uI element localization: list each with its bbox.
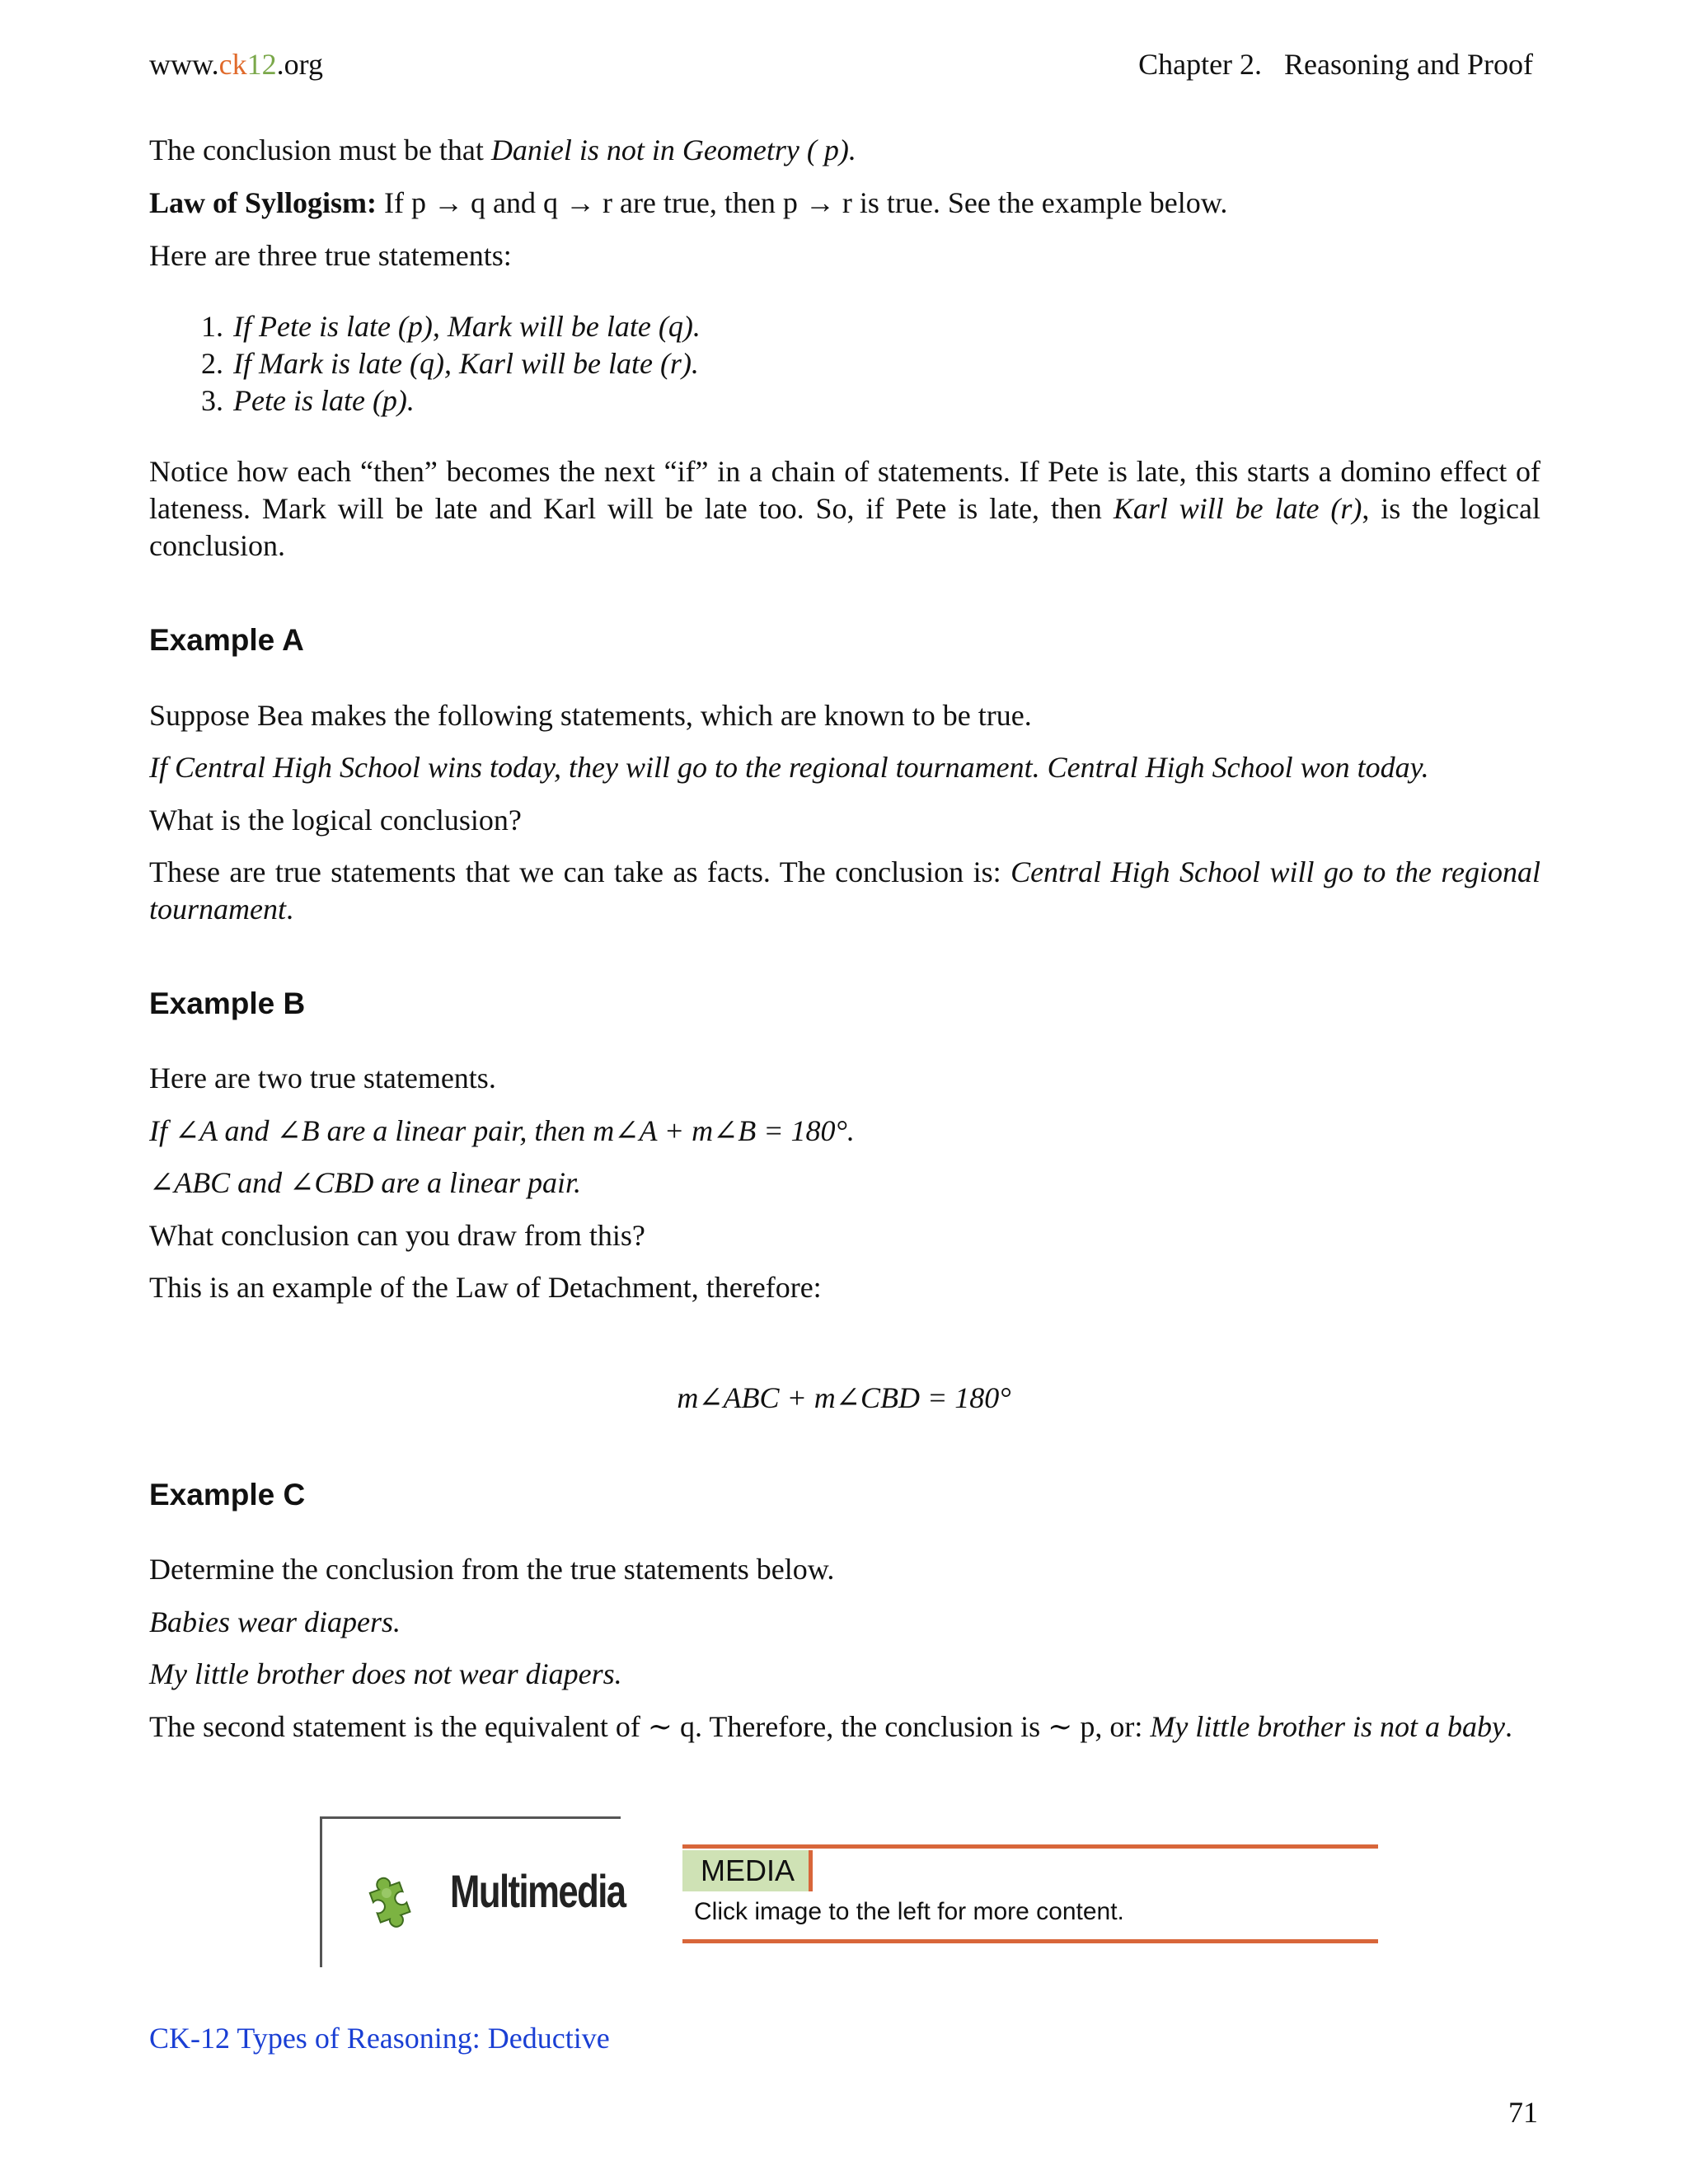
site-url [149,47,323,82]
notice-italic: Karl will be late (r) [1113,492,1362,525]
example-a-p2: If Central High School wins today, they will go to the regional tournament. Central High School won today. [149,751,1429,784]
conclusion-paragraph [149,132,1540,169]
example-c-p4-tail: . [1504,1710,1512,1743]
page-number: 71 [1508,2096,1538,2129]
example-b-p1: Here are two true statements. [149,1062,496,1094]
example-b-equation: m∠ABC + m∠CBD = 180° [677,1381,1011,1414]
example-a-p3: What is the logical conclusion? [149,804,522,837]
example-b-p4: What conclusion can you draw from this? [149,1219,645,1252]
multimedia-thumbnail-label: Multimedia [450,1865,626,1917]
notice-tail: , is the logical conclusion. [149,492,1540,562]
example-b-p3: ∠ABC and ∠CBD are a linear pair. [149,1166,581,1199]
media-caption: Click image to the left for more content. [694,1898,1124,1925]
conclusion-italic: Daniel is not in Geometry ( p). [490,134,856,166]
ck12-deductive-link[interactable]: CK-12 Types of Reasoning: Deductive [149,2022,610,2055]
example-a-p4-lead: These are true statements that we can take as facts. The conclusion is: [149,855,1011,888]
chapter-title: Chapter 2. Reasoning and Proof [1138,48,1533,81]
list-number: 1. [201,310,223,343]
conclusion-lead: The conclusion must be that [149,134,491,166]
law-text: If p → q and q → r are true, then p → r is true. See the example below. [377,186,1228,219]
example-a-p4-tail: . [286,893,293,926]
media-box [682,1844,1378,1943]
law-of-syllogism [149,185,1540,222]
list-text: If Mark is late (q), Karl will be late (r). [233,347,699,380]
list-item [184,382,701,419]
multimedia-thumbnail[interactable] [320,1816,626,1967]
media-label: MEDIA [682,1850,813,1891]
site-url-suffix: .org [276,48,323,81]
example-c-p4-italic: My little brother is not a baby [1150,1710,1505,1743]
notice-paragraph [149,453,1540,565]
puzzle-piece-icon [362,1862,428,1932]
example-b-p2: If ∠A and ∠B are a linear pair, then m∠A + m∠B = 180°. [149,1114,855,1147]
site-url-12: 12 [246,48,277,81]
list-text: Pete is late (p). [233,384,415,417]
list-text: If Pete is late (p), Mark will be late (q). [233,310,701,343]
example-a-heading: Example A [149,623,304,657]
list-item [184,308,701,345]
law-title: Law of Syllogism: [149,186,377,219]
example-c-heading: Example C [149,1478,306,1511]
statement-list [184,308,701,419]
example-c-p4 [149,1708,1540,1746]
site-url-prefix: www. [149,48,219,81]
notice-lead: Notice how each “then” becomes the next “if” in a chain of statements. If Pete is late, this starts a domino effect of lateness. Mark will be late and Karl will be late too. So, if Pete is late, then [149,455,1540,525]
example-c-p2: Babies wear diapers. [149,1605,401,1638]
example-a-p4-italic: Central High School will go to the regional tournament [149,855,1540,926]
example-a-p4 [149,854,1540,928]
example-c-p1: Determine the conclusion from the true statements below. [149,1553,835,1586]
list-item [184,345,701,382]
example-a-p1: Suppose Bea makes the following statements, which are known to be true. [149,699,1032,732]
example-c-p3: My little brother does not wear diapers. [149,1657,622,1690]
example-b-heading: Example B [149,987,306,1020]
three-statements-intro: Here are three true statements: [149,239,512,272]
example-b-p5: This is an example of the Law of Detachment, therefore: [149,1271,822,1304]
list-number: 3. [201,384,223,417]
example-c-p4-lead: The second statement is the equivalent of ∼ q. Therefore, the conclusion is ∼ p, or: [149,1710,1151,1743]
list-number: 2. [201,347,223,380]
site-url-ck: ck [218,48,247,81]
